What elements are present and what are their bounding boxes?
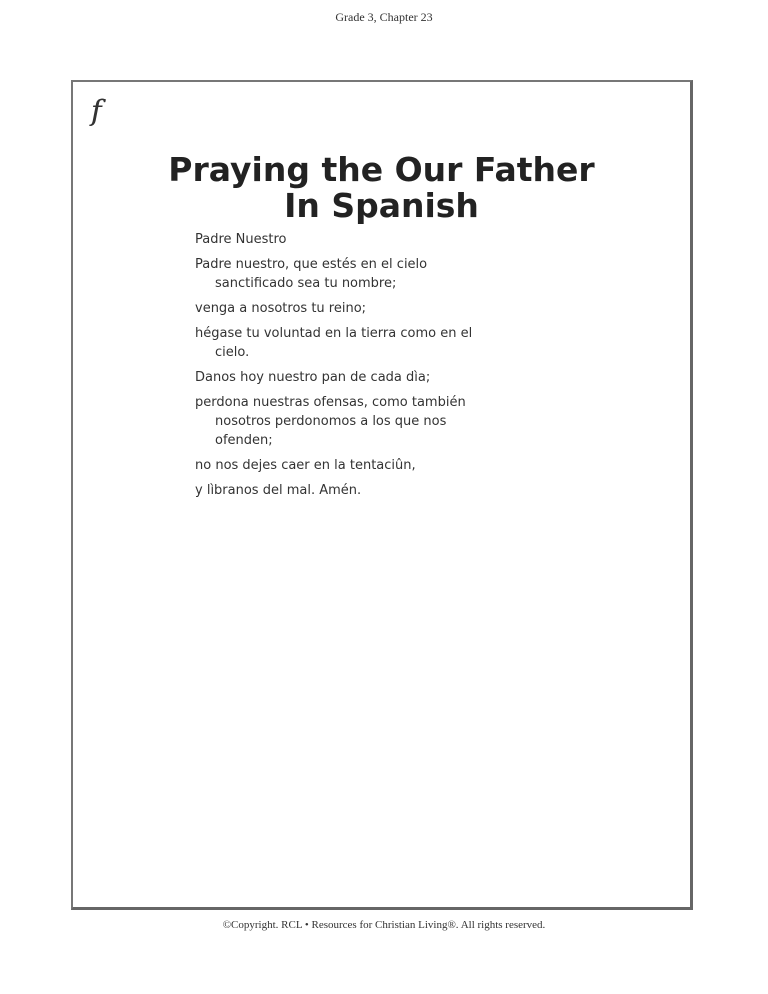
prayer-text — [195, 230, 485, 506]
prayer-line: perdona nuestras ofensas, como también nosotros perdonomos a los que nos ofenden; — [195, 395, 466, 448]
ff-logo-icon: ff — [91, 94, 92, 127]
prayer-line: Danos hoy nuestro pan de cada dìa; — [195, 370, 431, 385]
prayer-line: y lìbranos del mal. Amén. — [195, 483, 362, 498]
copyright-footer: ©Copyright. RCL • Resources for Christian Living®. All rights reserved. — [222, 919, 546, 931]
prayer-line: Padre nuestro, que estés en el cielo sanctificado sea tu nombre; — [195, 257, 428, 291]
page-title — [73, 152, 690, 224]
prayer-line: hégase tu voluntad en la tierra como en el cielo. — [195, 326, 473, 360]
page-header: Grade 3, Chapter 23 — [335, 10, 433, 24]
prayer-line: no nos dejes caer en la tentaciûn, — [195, 458, 416, 473]
prayer-line: venga a nosotros tu reino; — [195, 301, 367, 316]
title-line-1: Praying the Our Father — [168, 150, 595, 189]
prayer-heading: Padre Nuestro — [195, 232, 287, 247]
title-line-2: In Spanish — [284, 186, 479, 225]
